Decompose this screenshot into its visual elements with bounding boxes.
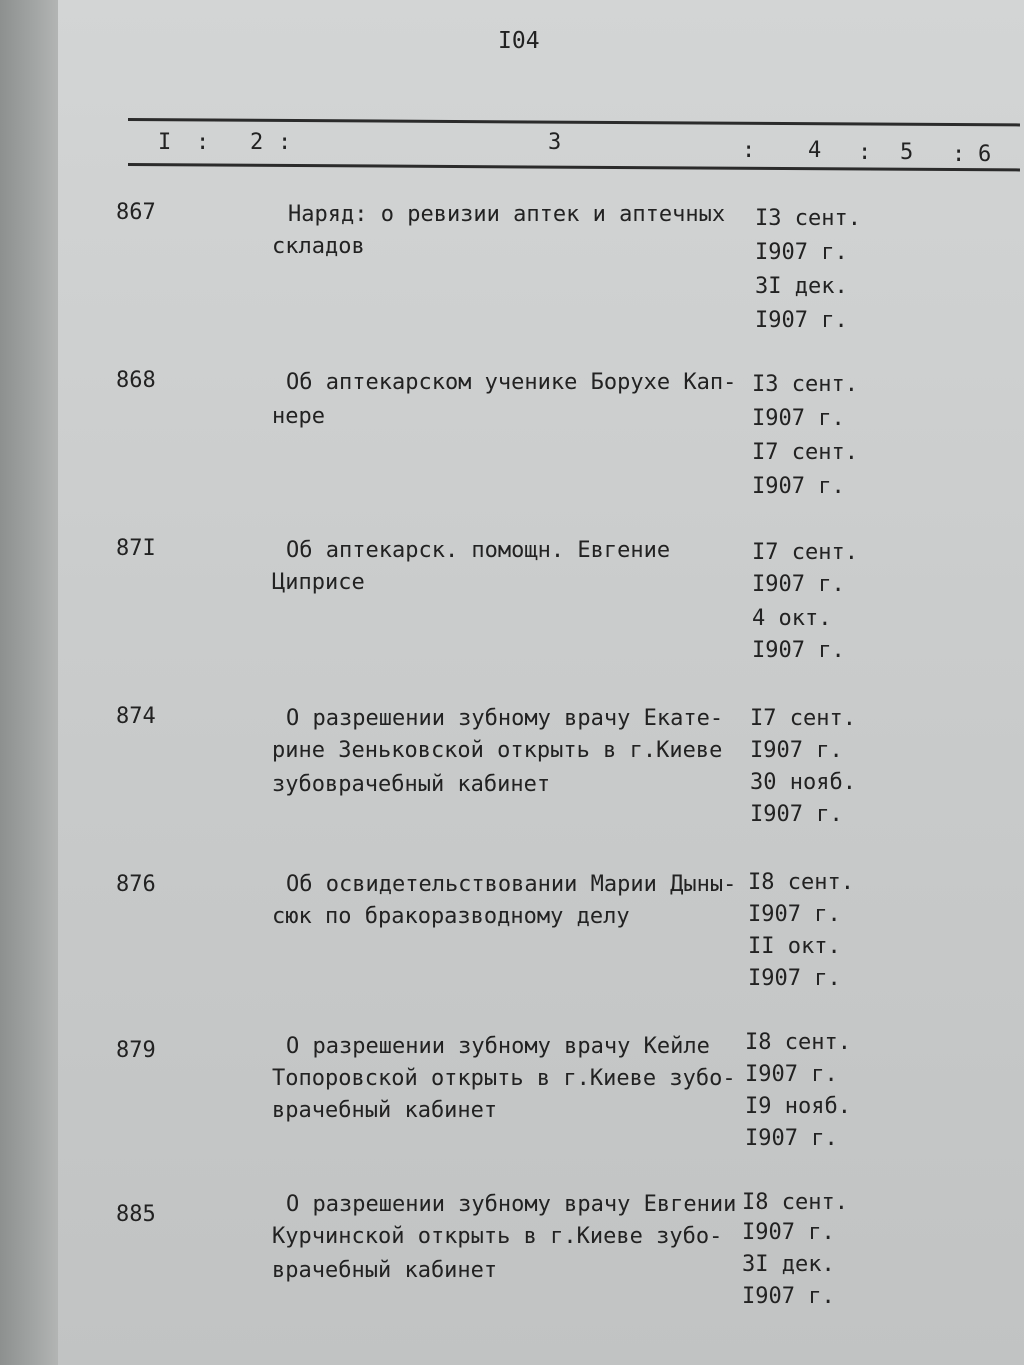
col-separator: :: [742, 138, 756, 163]
entry-date: I907 г.: [742, 1220, 835, 1245]
entry-date: 30 нояб.: [750, 770, 856, 795]
entry-description: О разрешении зубному врачу Кейле: [286, 1034, 710, 1059]
entry-date: I907 г.: [752, 638, 845, 663]
entry-date: I3 сент.: [755, 206, 861, 231]
entry-date: I907 г.: [742, 1284, 835, 1309]
entry-date: I907 г.: [750, 738, 843, 763]
col-4-header: 4: [808, 138, 822, 163]
entry-date: I907 г.: [752, 474, 845, 499]
entry-date: I7 сент.: [750, 706, 856, 731]
entry-description: нере: [272, 404, 325, 429]
col-separator: :: [278, 130, 292, 155]
entry-number: 874: [116, 704, 156, 729]
entry-number: 867: [116, 200, 156, 225]
col-2-header: 2: [250, 130, 264, 155]
entry-number: 876: [116, 872, 156, 897]
entry-date: 4 окт.: [752, 606, 832, 631]
entry-number: 885: [116, 1202, 156, 1227]
entry-description: О разрешении зубному врачу Екате-: [286, 706, 724, 731]
entry-description: зубоврачебный кабинет: [272, 772, 551, 797]
col-separator: :: [196, 130, 210, 155]
entry-date: I7 сент.: [752, 440, 858, 465]
col-6-header: 6: [978, 142, 992, 167]
entry-description: врачебный кабинет: [272, 1258, 498, 1283]
entry-date: I7 сент.: [752, 540, 858, 565]
entry-number: 868: [116, 368, 156, 393]
entry-date: I907 г.: [750, 802, 843, 827]
entry-date: I9 нояб.: [745, 1094, 851, 1119]
book-spine-shadow: [0, 0, 60, 1365]
entry-description: Топоровской открыть в г.Киеве зубо-: [272, 1066, 736, 1091]
entry-description: О разрешении зубному врачу Евгении: [286, 1192, 737, 1217]
entry-description: Курчинской открыть в г.Киеве зубо-: [272, 1224, 723, 1249]
entry-date: I907 г.: [745, 1126, 838, 1151]
entry-date: I907 г.: [752, 572, 845, 597]
entry-description: рине Зеньковской открыть в г.Киеве: [272, 738, 723, 763]
entry-description: складов: [272, 234, 365, 259]
entry-date: I8 сент.: [742, 1190, 848, 1215]
col-1-header: I: [158, 130, 172, 155]
entry-date: I8 сент.: [745, 1030, 851, 1055]
entry-date: I907 г.: [752, 406, 845, 431]
col-separator: :: [952, 142, 966, 167]
entry-number: 87I: [116, 536, 156, 561]
col-3-header: 3: [548, 130, 562, 155]
entry-description: Циприсе: [272, 570, 365, 595]
entry-description: врачебный кабинет: [272, 1098, 498, 1123]
entry-description: Об аптекарск. помощн. Евгение: [286, 538, 671, 563]
entry-description: Об освидетельствовании Марии Дыны-: [286, 872, 737, 897]
entry-date: I907 г.: [748, 966, 841, 991]
entry-date: 3I дек.: [755, 274, 848, 299]
entry-description: сюк по бракоразводному делу: [272, 904, 630, 929]
entry-date: I907 г.: [748, 902, 841, 927]
entry-description: Об аптекарском ученике Борухе Кап-: [286, 370, 737, 395]
entry-date: I3 сент.: [752, 372, 858, 397]
col-separator: :: [858, 140, 872, 165]
entry-date: I907 г.: [745, 1062, 838, 1087]
col-5-header: 5: [900, 140, 914, 165]
entry-number: 879: [116, 1038, 156, 1063]
entry-description: Наряд: о ревизии аптек и аптечных: [288, 202, 726, 227]
page-number: I04: [498, 28, 540, 54]
entry-date: 3I дек.: [742, 1252, 835, 1277]
entry-date: II окт.: [748, 934, 841, 959]
entry-date: I8 сент.: [748, 870, 854, 895]
entry-date: I907 г.: [755, 308, 848, 333]
entry-date: I907 г.: [755, 240, 848, 265]
